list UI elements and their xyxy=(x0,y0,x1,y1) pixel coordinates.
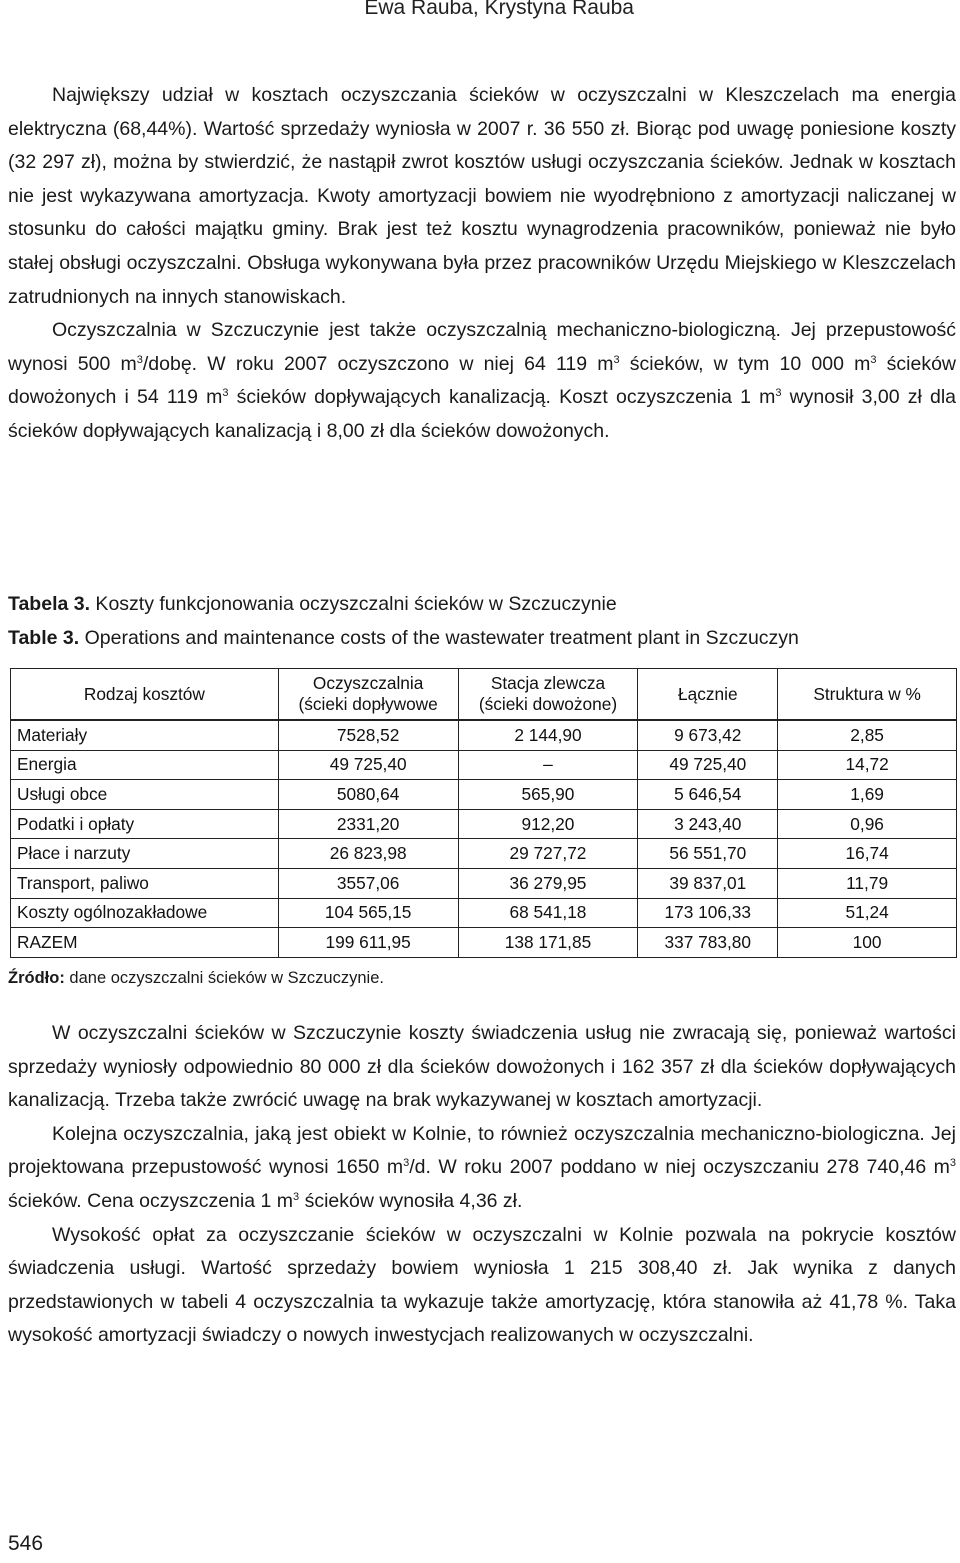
body-text-lower xyxy=(8,1017,956,1353)
cell-station-value: 565,90 xyxy=(458,780,638,810)
text-run: ścieków dowożonych i 54 119 m xyxy=(8,352,957,409)
text-run: wynosił 3,00 zł dla ścieków dopływających kanalizacją i 8,00 zł dla ścieków dowożonych. xyxy=(8,386,956,442)
text-run: Kolejna oczyszczalnia, jaką jest obiekt w Kolnie, to również oczyszczalnia mechaniczno-biologiczna. Jej projektowana przepustowość wynosi 1650 m xyxy=(8,1122,956,1179)
cell-plant-value: 3557,06 xyxy=(278,868,458,898)
table-header-row xyxy=(11,669,957,721)
caption-text: Koszty funkcjonowania oczyszczalni ścieków w Szczuczynie xyxy=(90,593,617,615)
superscript: 3 xyxy=(775,387,782,400)
caption-label: Tabela 3. xyxy=(8,593,91,615)
cell-station-value: 2 144,90 xyxy=(458,720,638,750)
table-row xyxy=(11,898,957,928)
cell-plant-value: 104 565,15 xyxy=(278,898,458,928)
caption-polish xyxy=(8,587,799,621)
source-label: Źródło: xyxy=(8,969,65,987)
body-text-upper xyxy=(8,79,956,449)
superscript: 3 xyxy=(136,353,143,366)
cell-total-value: 3 243,40 xyxy=(638,809,778,839)
paragraph-kolno-intro xyxy=(8,1118,956,1219)
cell-structure-value: 14,72 xyxy=(778,750,957,780)
table-row xyxy=(11,928,957,958)
table-source xyxy=(8,969,384,988)
header-line: Stacja zlewcza xyxy=(490,673,606,693)
cell-plant-value: 49 725,40 xyxy=(278,750,458,780)
header-line: (ścieki dowożone) xyxy=(478,694,618,714)
cell-cost-type: RAZEM xyxy=(11,928,279,958)
text-run: ścieków, w tym 10 000 m xyxy=(619,352,871,375)
cell-total-value: 56 551,70 xyxy=(638,839,778,869)
header-line: Oczyszczalnia xyxy=(312,673,424,693)
cell-structure-value: 1,69 xyxy=(778,780,957,810)
cell-station-value: 912,20 xyxy=(458,809,638,839)
cell-plant-value: 26 823,98 xyxy=(278,839,458,869)
cell-station-value: 68 541,18 xyxy=(458,898,638,928)
cell-structure-value: 0,96 xyxy=(778,809,957,839)
header-line: (ścieki dopływowe xyxy=(298,694,438,714)
cell-structure-value: 2,85 xyxy=(778,720,957,750)
costs-table xyxy=(10,668,957,958)
cell-cost-type: Transport, paliwo xyxy=(11,868,279,898)
table-body xyxy=(11,720,957,957)
superscript: 3 xyxy=(403,1157,410,1170)
table-row xyxy=(11,780,957,810)
table-row xyxy=(11,750,957,780)
cell-cost-type: Koszty ogólnozakładowe xyxy=(11,898,279,928)
cell-cost-type: Energia xyxy=(11,750,279,780)
table-captions xyxy=(8,587,799,655)
superscript: 3 xyxy=(613,353,620,366)
header-cost-type: Rodzaj kosztów xyxy=(11,669,279,721)
cell-total-value: 49 725,40 xyxy=(638,750,778,780)
superscript: 3 xyxy=(222,387,229,400)
header-plant xyxy=(278,669,458,721)
cell-station-value: 29 727,72 xyxy=(458,839,638,869)
text-run: /dobę. W roku 2007 oczyszczono w niej 64 119 m xyxy=(142,352,614,375)
text-run: /d. W roku 2007 poddano w niej oczyszczaniu 278 740,46 m xyxy=(409,1156,950,1179)
table-row xyxy=(11,809,957,839)
caption-english xyxy=(8,621,799,655)
paragraph-kleszczele: Największy udział w kosztach oczyszczania ścieków w oczyszczalni w Kleszczelach ma energia elektryczna (68,44%). Wartość sprzedaży wyniosła w 2007 r. 36 550 zł. Biorąc pod uwagę poniesione koszty (32 297 zł), można by stwierdzić, że nastąpił zwrot kosztów usługi oczyszczania ścieków. Jednak w kosztach nie jest wykazywana amortyzacja. Kwoty amortyzacji bowiem nie wyodrębniono z amortyzacji naliczanej w stosunku do całości majątku gminy. Brak jest też kosztu wynagrodzenia pracowników, ponieważ nie było stałej obsługi oczyszczalni. Obsługa wykonywana była przez pracowników Urzędu Miejskiego w Kleszczelach zatrudnionych na innych stanowiskach. xyxy=(8,84,956,308)
source-text: dane oczyszczalni ścieków w Szczuczynie. xyxy=(64,969,384,987)
caption-text: Operations and maintenance costs of the wastewater treatment plant in Szczuczyn xyxy=(79,627,799,649)
page-number: 546 xyxy=(8,1532,44,1555)
cell-station-value: 138 171,85 xyxy=(458,928,638,958)
cell-cost-type: Usługi obce xyxy=(11,780,279,810)
cell-total-value: 39 837,01 xyxy=(638,868,778,898)
cell-total-value: 337 783,80 xyxy=(638,928,778,958)
table-row xyxy=(11,839,957,869)
cell-total-value: 173 106,33 xyxy=(638,898,778,928)
paragraph-kolno-fees: Wysokość opłat za oczyszczanie ścieków w oczyszczalni w Kolnie pozwala na pokrycie kosztów świadczenia usługi. Wartość sprzedaży bowiem wyniosła 1 215 308,40 zł. Jak wynika z danych przedstawionych w tabeli 4 oczyszczalnia ta wykazuje także amortyzację, która stanowiła aż 41,78 %. Taka wysokość amortyzacji świadczy o nowych inwestycjach realizowanych w oczyszczalni. xyxy=(8,1223,956,1347)
cell-station-value: 36 279,95 xyxy=(458,868,638,898)
paragraph-szczuczyn-intro xyxy=(8,314,956,448)
table-row xyxy=(11,720,957,750)
text-run: Oczyszczalnia w Szczuczynie jest także oczyszczalnią mechaniczno-biologiczną. Jej przepustowość wynosi 500 m xyxy=(8,319,956,375)
cell-structure-value: 11,79 xyxy=(778,868,957,898)
text-run: ścieków. Cena oczyszczenia 1 m xyxy=(8,1189,294,1212)
cell-plant-value: 7528,52 xyxy=(278,720,458,750)
cell-plant-value: 5080,64 xyxy=(278,780,458,810)
superscript: 3 xyxy=(870,353,877,366)
caption-label: Table 3. xyxy=(8,627,80,649)
superscript: 3 xyxy=(949,1157,957,1170)
paragraph-szczuczyn-costs: W oczyszczalni ścieków w Szczuczynie koszty świadczenia usług nie zwracają się, ponieważ wartości sprzedaży wyniosły odpowiednio 80 000 zł dla ścieków dowożonych i 162 357 zł dla ścieków dopływających kanalizacją. Trzeba także zwrócić uwagę na brak wykazywanej w kosztach amortyzacji. xyxy=(8,1022,956,1112)
cell-plant-value: 199 611,95 xyxy=(278,928,458,958)
text-run: ścieków dopływających kanalizacją. Koszt oczyszczenia 1 m xyxy=(228,386,776,409)
cell-cost-type: Podatki i opłaty xyxy=(11,809,279,839)
running-header: Ewa Rauba, Krystyna Rauba xyxy=(364,0,634,19)
header-total: Łącznie xyxy=(638,669,778,721)
cell-plant-value: 2331,20 xyxy=(278,809,458,839)
table-row xyxy=(11,868,957,898)
header-station xyxy=(458,669,638,721)
cell-total-value: 5 646,54 xyxy=(638,780,778,810)
text-run: ścieków wynosiła 4,36 zł. xyxy=(299,1189,523,1212)
cell-cost-type: Płace i narzuty xyxy=(11,839,279,869)
header-structure: Struktura w % xyxy=(778,669,957,721)
cell-station-value: – xyxy=(458,750,638,780)
cell-structure-value: 16,74 xyxy=(778,839,957,869)
cell-structure-value: 100 xyxy=(778,928,957,958)
cell-cost-type: Materiały xyxy=(11,720,279,750)
cell-total-value: 9 673,42 xyxy=(638,720,778,750)
cell-structure-value: 51,24 xyxy=(778,898,957,928)
superscript: 3 xyxy=(293,1190,300,1203)
